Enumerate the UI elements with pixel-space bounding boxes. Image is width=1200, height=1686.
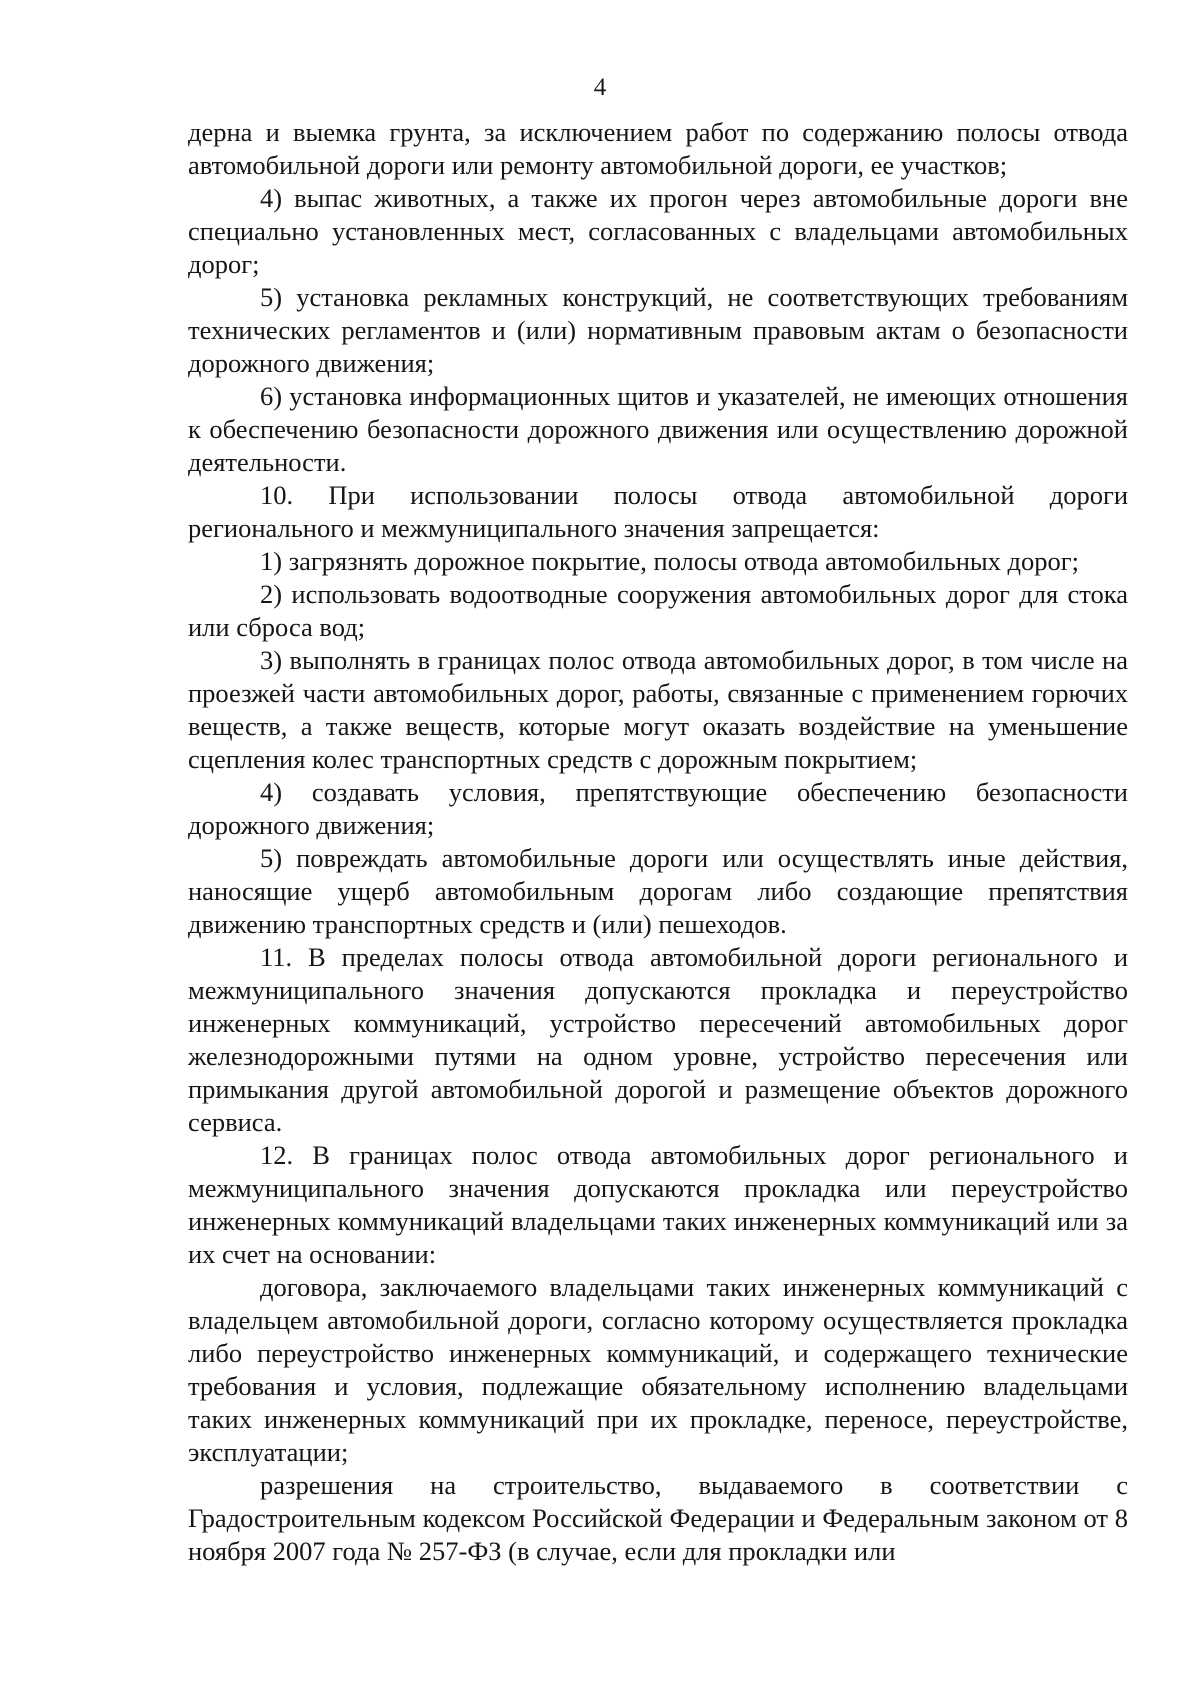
paragraph-clause-12-contract: договора, заключаемого владельцами таких инженерных коммуникаций с владельцем автомобильной дороги, согласно которому осуществляется прокладка либо переустройство инженерных коммуникаций, и содержащего технические требования и условия, подлежащие обязательному исполнению владельцами таких инженерных коммуникаций при их прокладке, переносе, переустройстве, эксплуатации; <box>188 1272 1128 1467</box>
paragraph-clause-10: 10. При использовании полосы отвода автомобильной дороги регионального и межмуниципального значения запрещается: <box>188 480 1128 543</box>
paragraph-item-4-grazing: 4) выпас животных, а также их прогон через автомобильные дороги вне специально установленных мест, согласованных с владельцами автомобильных дорог; <box>188 183 1128 279</box>
paragraph-item-5-advertising: 5) установка рекламных конструкций, не соответствующих требованиям технических регламентов и (или) нормативным правовым актам о безопасности дорожного движения; <box>188 282 1128 378</box>
paragraph-clause-10-item-4: 4) создавать условия, препятствующие обеспечению безопасности дорожного движения; <box>188 777 1128 840</box>
document-body <box>188 116 1128 1568</box>
page-number: 4 <box>593 74 607 101</box>
paragraph-clause-11: 11. В пределах полосы отвода автомобильной дороги регионального и межмуниципального значения допускаются прокладка и переустройство инженерных коммуникаций, устройство пересечений автомобильных дорог железнодорожными путями на одном уровне, устройство пересечения или примыкания другой автомобильной дорогой и размещение объектов дорожного сервиса. <box>188 942 1128 1137</box>
paragraph-clause-10-item-3: 3) выполнять в границах полос отвода автомобильных дорог, в том числе на проезжей части автомобильных дорог, работы, связанные с применением горючих веществ, а также веществ, которые могут оказать воздействие на уменьшение сцепления колес транспортных средств с дорожным покрытием; <box>188 645 1128 774</box>
paragraph-continuation: дерна и выемка грунта, за исключением работ по содержанию полосы отвода автомобильной дороги или ремонту автомобильной дороги, ее участков; <box>188 117 1128 180</box>
paragraph-clause-12-permit: разрешения на строительство, выдаваемого в соответствии с Градостроительным кодексом Российской Федерации и Федеральным законом от 8 ноября 2007 года № 257-ФЗ (в случае, если для прокладки или <box>188 1470 1128 1566</box>
paragraph-clause-10-item-1: 1) загрязнять дорожное покрытие, полосы отвода автомобильных дорог; <box>260 546 1080 576</box>
paragraph-clause-10-item-2: 2) использовать водоотводные сооружения автомобильных дорог для стока или сброса вод; <box>188 579 1128 642</box>
paragraph-clause-10-item-5: 5) повреждать автомобильные дороги или осуществлять иные действия, наносящие ущерб автомобильным дорогам либо создающие препятствия движению транспортных средств и (или) пешеходов. <box>188 843 1128 939</box>
paragraph-item-6-signboards: 6) установка информационных щитов и указателей, не имеющих отношения к обеспечению безопасности дорожного движения или осуществлению дорожной деятельности. <box>188 381 1128 477</box>
paragraph-clause-12: 12. В границах полос отвода автомобильных дорог регионального и межмуниципального значения допускаются прокладка или переустройство инженерных коммуникаций владельцами таких инженерных коммуникаций или за их счет на основании: <box>188 1140 1128 1269</box>
